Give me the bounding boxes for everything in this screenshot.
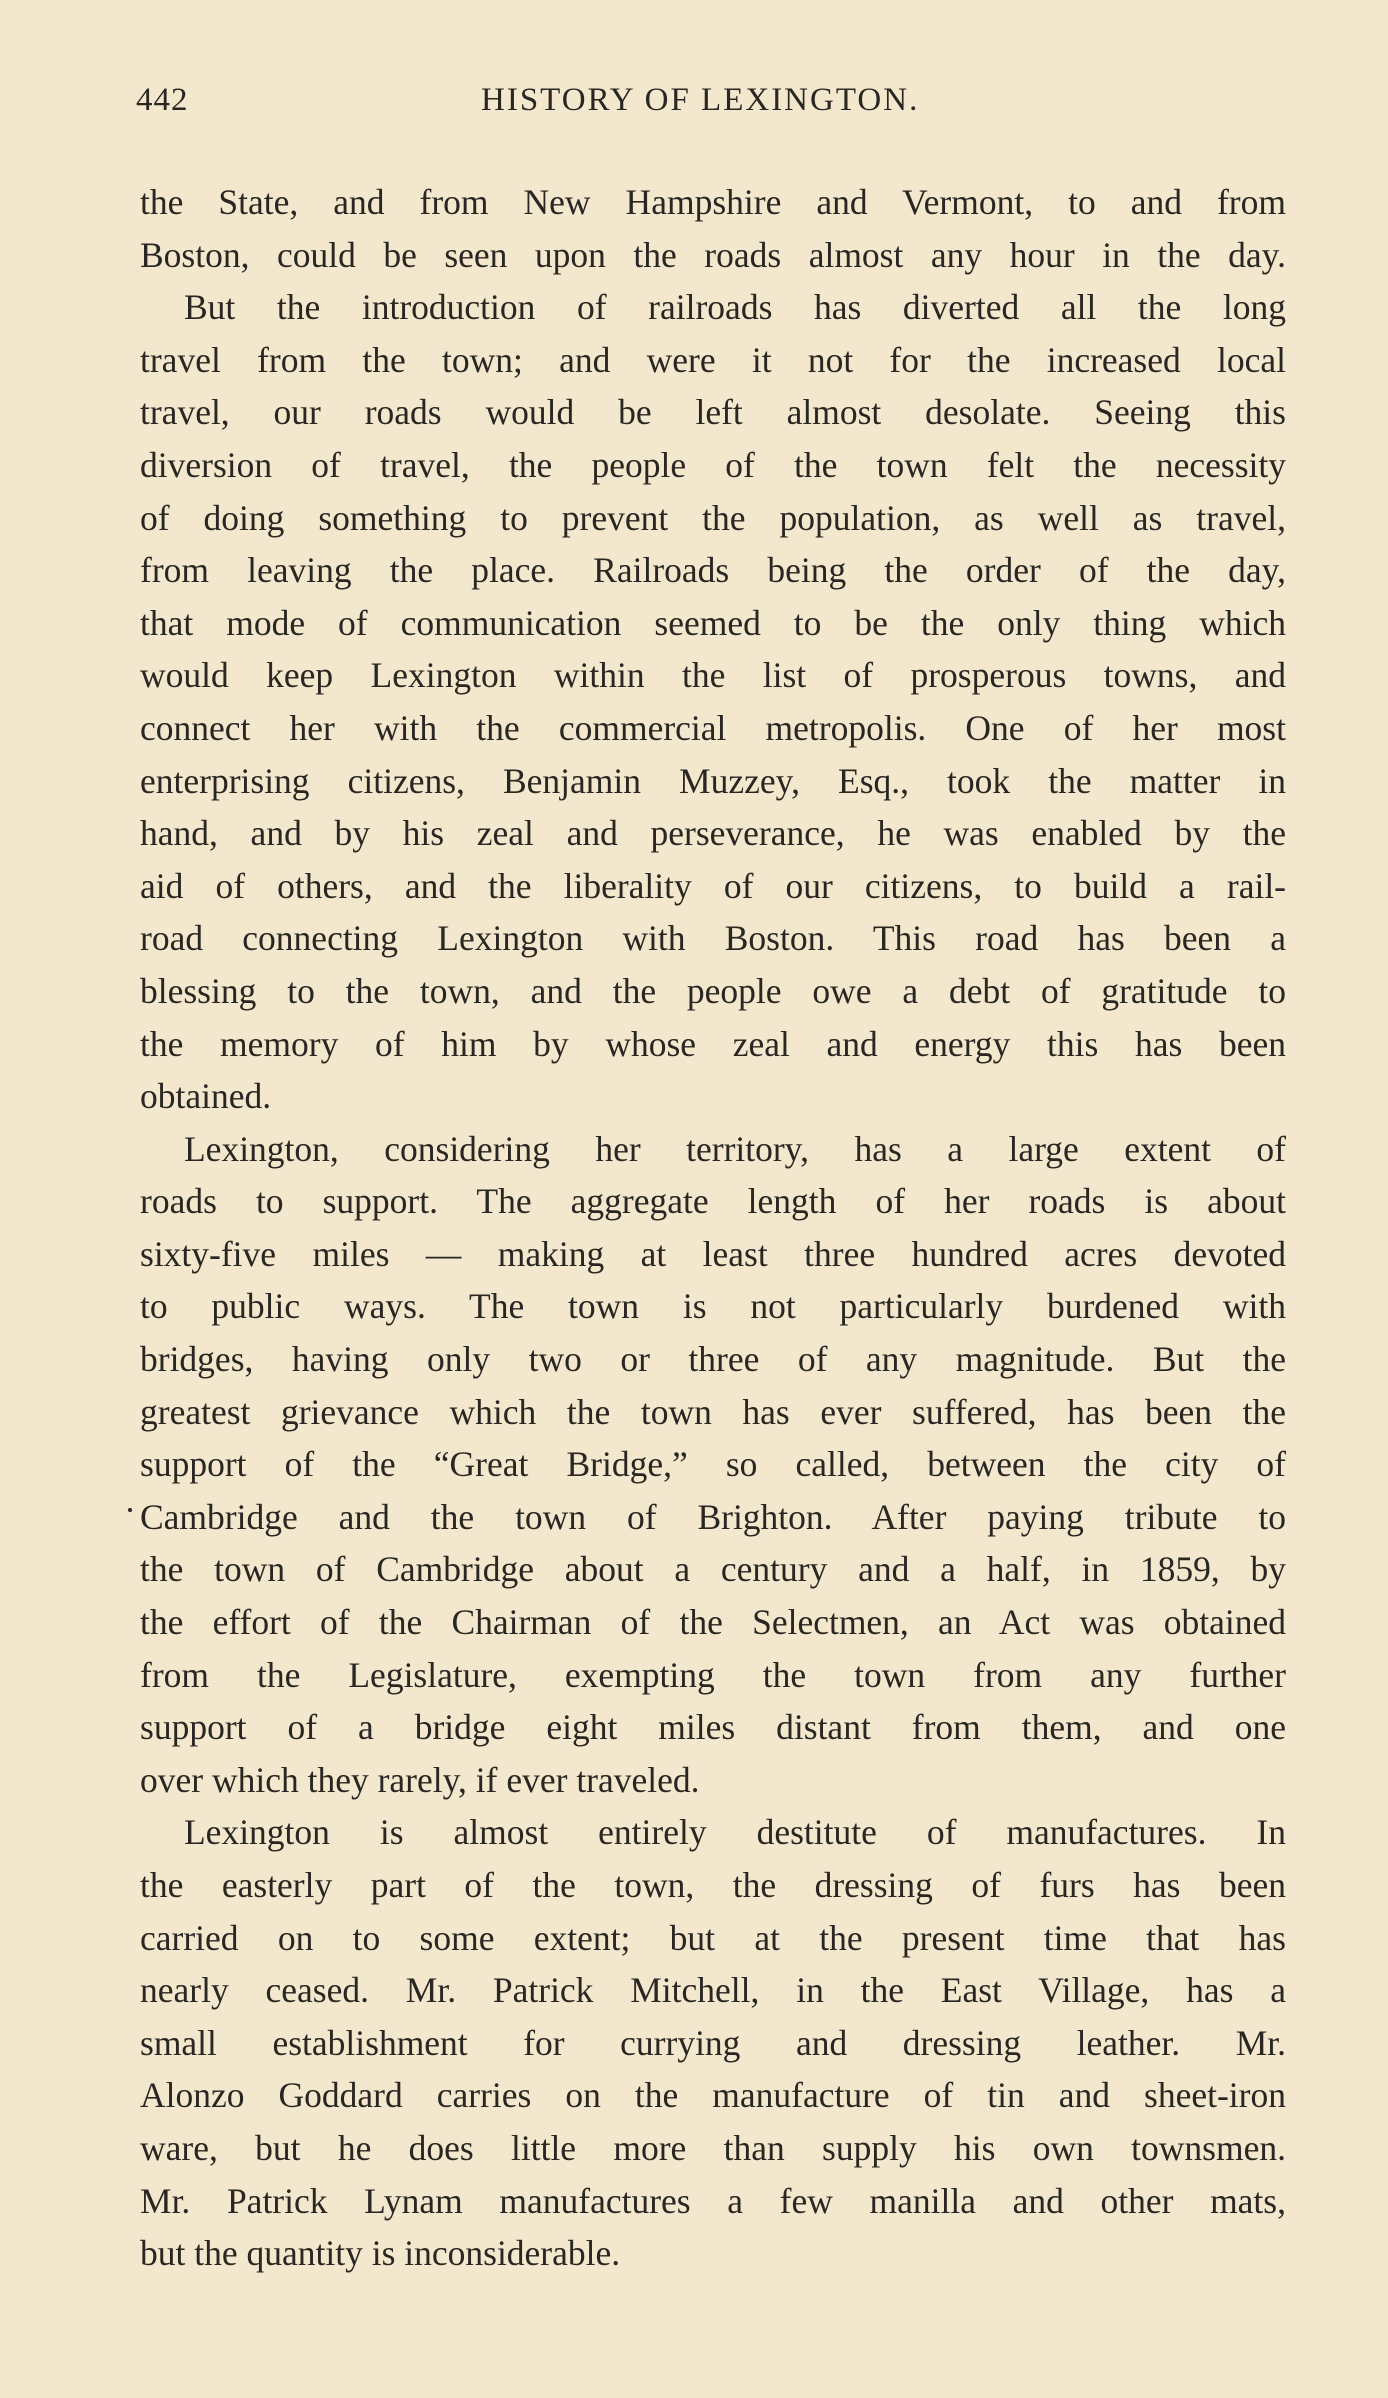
text-line: the town of Cambridge about a century and a half, in 1859, by [140,1549,1286,1590]
running-title: HISTORY OF LEXINGTON. [481,82,920,118]
text-line: of doing something to prevent the population, as well as travel, [140,497,1286,538]
text-line: would keep Lexington within the list of prosperous towns, and [140,655,1286,696]
text-line: the easterly part of the town, the dressing of furs has been [140,1865,1286,1905]
body-text [140,176,1286,2280]
text-line: ware, but he does little more than supply his own townsmen. [140,2127,1286,2168]
text-line: bridges, having only two or three of any magnitude. But the [140,1339,1286,1380]
text-line: Cambridge and the town of Brighton. After paying tribute to [140,1496,1286,1537]
text-line: blessing to the town, and the people owe a debt of gratitude to [140,970,1286,1011]
paragraph-last-line: over which they rarely, if ever traveled. [140,1759,700,1800]
text-line: diversion of travel, the people of the town felt the necessity [140,444,1286,485]
text-line: greatest grievance which the town has ever suffered, has been the [140,1391,1286,1432]
text-line: to public ways. The town is not particularly burdened with [140,1286,1286,1327]
text-line: carried on to some extent; but at the present time that has [140,1917,1286,1958]
text-line: road connecting Lexington with Boston. This road has been a [140,918,1286,959]
text-line: nearly ceased. Mr. Patrick Mitchell, in the East Village, has a [140,1970,1286,2011]
paragraph-last-line: obtained. [140,1076,272,1117]
text-line: support of a bridge eight miles distant from them, and one [140,1707,1286,1748]
paragraph-first-line: Lexington is almost entirely destitute of manufactures. In [184,1812,1286,1853]
paragraph-last-line: but the quantity is inconsiderable. [140,2233,621,2274]
text-line: aid of others, and the liberality of our citizens, to build a rail- [140,865,1286,906]
text-line: sixty-five miles — making at least three hundred acres devoted [140,1233,1286,1274]
running-head [136,82,1286,132]
paragraph-first-line: Lexington, considering her territory, has a large extent of [184,1128,1286,1169]
text-line: support of the “Great Bridge,” so called, between the city of [140,1444,1286,1485]
text-line: Boston, could be seen upon the roads almost any hour in the day. [140,234,1286,275]
text-line: the State, and from New Hampshire and Vermont, to and from [140,182,1286,222]
text-line: from leaving the place. Railroads being the order of the day, [140,550,1286,591]
text-line: Alonzo Goddard carries on the manufacture of tin and sheet-iron [140,2075,1286,2116]
text-line: from the Legislature, exempting the town from any further [140,1654,1286,1695]
text-line: travel, our roads would be left almost desolate. Seeing this [140,392,1286,433]
text-line: small establishment for currying and dressing leather. Mr. [140,2022,1286,2063]
text-line: enterprising citizens, Benjamin Muzzey, Esq., took the matter in [140,760,1286,801]
page-number: 442 [136,82,189,118]
text-line: the memory of him by whose zeal and energy this has been [140,1023,1286,1064]
text-line: roads to support. The aggregate length of her roads is about [140,1181,1286,1222]
text-line: travel from the town; and were it not for the increased local [140,339,1286,380]
text-line: Mr. Patrick Lynam manufactures a few manilla and other mats, [140,2180,1286,2221]
text-line: that mode of communication seemed to be the only thing which [140,602,1286,643]
margin-mark [128,1508,132,1512]
text-line: connect her with the commercial metropolis. One of her most [140,707,1286,748]
paragraph-first-line: But the introduction of railroads has diverted all the long [184,287,1286,328]
text-line: hand, and by his zeal and perseverance, he was enabled by the [140,813,1286,854]
text-line: the effort of the Chairman of the Selectmen, an Act was obtained [140,1602,1286,1643]
